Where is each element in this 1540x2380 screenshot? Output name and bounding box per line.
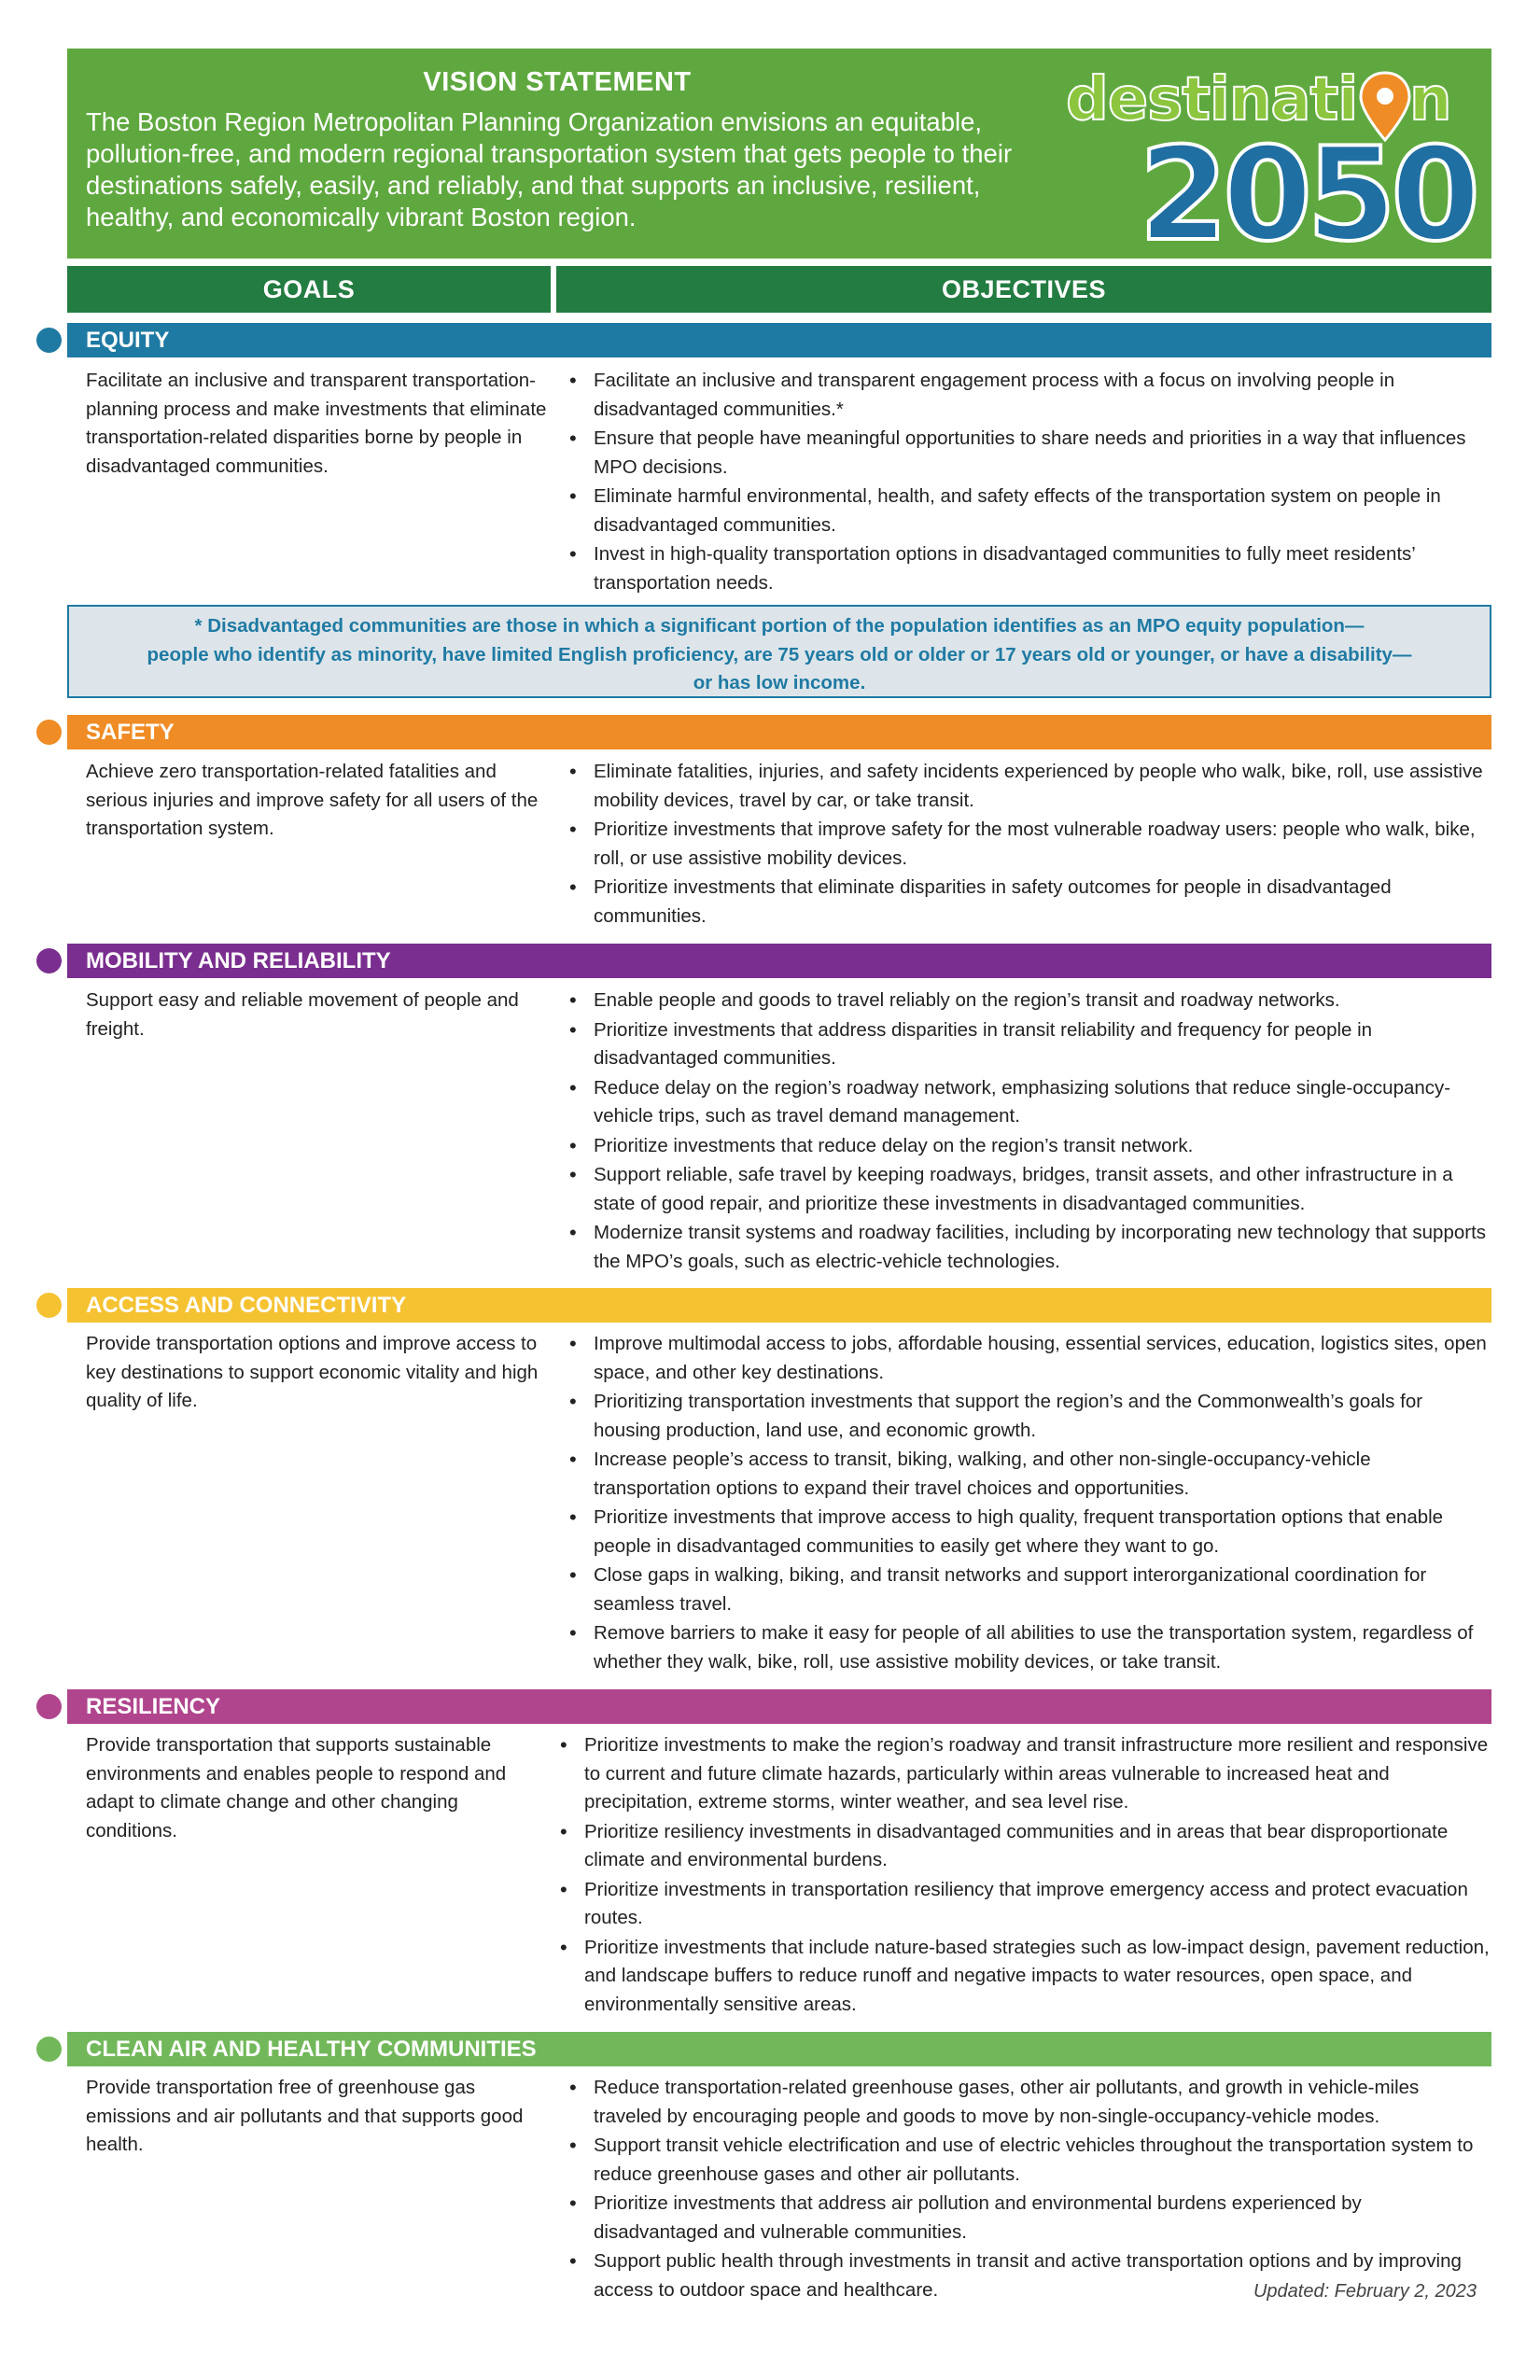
logo-year: 2050 xyxy=(1139,119,1476,255)
objective-item: • Prioritizing transportation investments that support the region’s and the Commonwealth’s goals for housing production, land use, and economic growth. xyxy=(566,1388,1491,1445)
objective-item: • Support reliable, safe travel by keeping roadways, bridges, transit assets, and other infrastructure in a state of good repair, and prioritize these investments in disadvantaged communities. xyxy=(566,1161,1491,1218)
section-title-access: ACCESS AND CONNECTIVITY xyxy=(67,1288,1491,1323)
objective-item: • Modernize transit systems and roadway facilities, including by incorporating new technology that supports the MPO’s goals, such as electric-vehicle technologies. xyxy=(566,1219,1491,1276)
objective-item: • Prioritize investments to make the region’s roadway and transit infrastructure more resilient and responsive to current and future climate hazards, particularly within areas vulnerable to increased heat and precipitation, extreme storms, winter weather, and sea level rise. xyxy=(556,1731,1490,1817)
objective-item: • Remove barriers to make it easy for people of all abilities to use the transportation system, regardless of whether they walk, bike, roll, use assistive mobility devices, or take transit. xyxy=(566,1619,1491,1676)
objectives-resiliency xyxy=(556,1731,1490,2020)
objective-item: • Prioritize investments in transportation resiliency that improve emergency access and protect evacuation routes. xyxy=(556,1876,1490,1933)
objectives-clean-air xyxy=(566,2074,1490,2305)
vision-title: VISION STATEMENT xyxy=(423,67,692,97)
vision-banner xyxy=(67,49,1491,259)
section-title-safety: SAFETY xyxy=(67,715,1491,749)
objective-item: • Reduce delay on the region’s roadway network, emphasizing solutions that reduce single-occupancy-vehicle trips, such as travel demand management. xyxy=(566,1074,1491,1131)
objective-item: • Prioritize investments that address air pollution and environmental burdens experienced by disadvantaged and vulnerable communities. xyxy=(566,2190,1490,2247)
goal-equity: Facilitate an inclusive and transparent transportation-planning process and make investments that eliminate transportation-related disparities borne by people in disadvantaged communities. xyxy=(86,370,547,477)
objective-item: • Enable people and goods to travel reliably on the region’s transit and roadway networks. xyxy=(566,987,1491,1015)
updated-date: Updated: February 2, 2023 xyxy=(1253,2281,1477,2302)
objective-item: • Prioritize investments that address disparities in transit reliability and frequency for people in disadvantaged communities. xyxy=(566,1016,1491,1073)
logo-word-end: n xyxy=(1409,65,1452,134)
access-dot-icon xyxy=(36,1293,62,1318)
objectives-safety xyxy=(566,758,1490,931)
objectives-column-header: OBJECTIVES xyxy=(556,266,1491,313)
objectives-access xyxy=(566,1330,1491,1677)
objective-item: • Support transit vehicle electrification and use of electric vehicles throughout the transportation system to reduce greenhouse gases and other air pollutants. xyxy=(566,2132,1490,2189)
clean-air-dot-icon xyxy=(36,2037,62,2062)
logo-word: destinati xyxy=(1066,65,1358,134)
goal-safety: Achieve zero transportation-related fatalities and serious injuries and improve safety for all users of the transportation system. xyxy=(86,761,539,839)
objectives-equity xyxy=(566,367,1490,598)
note-line: * Disadvantaged communities are those in which a significant portion of the population identifies as an MPO equity population— xyxy=(194,615,1365,637)
section-title-equity: EQUITY xyxy=(67,323,1491,357)
resiliency-dot-icon xyxy=(36,1694,62,1719)
mobility-dot-icon xyxy=(36,948,62,973)
section-title-mobility: MOBILITY AND RELIABILITY xyxy=(67,944,1491,978)
objective-item: • Eliminate fatalities, injuries, and safety incidents experienced by people who walk, bike, roll, use assistive mobility devices, travel by car, or take transit. xyxy=(566,758,1490,815)
goals-column-header: GOALS xyxy=(67,266,551,313)
objective-item: • Improve multimodal access to jobs, affordable housing, essential services, education, logistics sites, open space, and other key destinations. xyxy=(566,1330,1491,1387)
destination-2050-logo xyxy=(1057,54,1486,255)
goal-mobility: Support easy and reliable movement of people and freight. xyxy=(86,989,519,1040)
objective-item: • Close gaps in walking, biking, and transit networks and support interorganizational coordination for seamless travel. xyxy=(566,1561,1491,1618)
goal-clean-air: Provide transportation free of greenhouse gas emissions and air pollutants and that supports good health. xyxy=(86,2077,524,2155)
objectives-mobility xyxy=(566,987,1491,1277)
objective-item: • Prioritize investments that include nature-based strategies such as low-impact design, pavement reduction, and landscape buffers to reduce runoff and negative impacts to water resources, open space, and environmentally sensitive areas. xyxy=(556,1934,1490,2020)
objective-item: • Prioritize investments that reduce delay on the region’s transit network. xyxy=(566,1132,1491,1161)
objective-item: • Prioritize investments that eliminate disparities in safety outcomes for people in disadvantaged communities. xyxy=(566,874,1490,931)
objective-item: • Ensure that people have meaningful opportunities to share needs and priorities in a way that influences MPO decisions. xyxy=(566,425,1490,482)
objective-item: • Reduce transportation-related greenhouse gases, other air pollutants, and growth in vehicle-miles traveled by encouraging people and goods to move by non-single-occupancy-vehicle modes. xyxy=(566,2074,1490,2131)
objective-item: • Prioritize investments that improve safety for the most vulnerable roadway users: people who walk, bike, roll, or use assistive mobility devices. xyxy=(566,816,1490,873)
objective-item: • Eliminate harmful environmental, health, and safety effects of the transportation system on people in disadvantaged communities. xyxy=(566,483,1490,539)
section-title-clean-air: CLEAN AIR AND HEALTHY COMMUNITIES xyxy=(67,2032,1491,2066)
objective-item: • Increase people’s access to transit, biking, walking, and other non-single-occupancy-vehicle transportation options to expand their travel choices and opportunities. xyxy=(566,1446,1491,1503)
section-title-resiliency: RESILIENCY xyxy=(67,1689,1491,1724)
disadvantaged-communities-note xyxy=(67,605,1491,698)
goal-resiliency: Provide transportation that supports sustainable environments and enables people to respond and adapt to climate change and other changing conditions. xyxy=(86,1734,507,1841)
note-line: or has low income. xyxy=(693,672,866,693)
note-line: people who identify as minority, have limited English proficiency, are 75 years old or older or 17 years old or younger, or have a disability— xyxy=(147,643,1412,665)
objective-item: • Prioritize investments that improve access to high quality, frequent transportation options that enable people in disadvantaged communities to easily get where they want to go. xyxy=(566,1504,1491,1561)
objective-item: • Prioritize resiliency investments in disadvantaged communities and in areas that bear disproportionate climate and environmental burdens. xyxy=(556,1818,1490,1875)
objective-item: • Support public health through investments in transit and active transportation options and by improving access to outdoor space and healthcare. xyxy=(566,2247,1490,2304)
objective-item: • Facilitate an inclusive and transparent engagement process with a focus on involving people in disadvantaged communities.* xyxy=(566,367,1490,424)
vision-text: The Boston Region Metropolitan Planning Organization envisions an equitable, pollution-free, and modern regional transportation system that gets people to their destinations safely, easily, and reliably, and that supports an inclusive, resilient, healthy, and economically vibrant Boston region. xyxy=(86,107,1013,231)
equity-dot-icon xyxy=(36,328,62,353)
safety-dot-icon xyxy=(36,720,62,745)
objective-item: • Invest in high-quality transportation options in disadvantaged communities to fully meet residents’ transportation needs. xyxy=(566,540,1490,597)
goal-access: Provide transportation options and improve access to key destinations to support economic vitality and high quality of life. xyxy=(86,1333,539,1411)
